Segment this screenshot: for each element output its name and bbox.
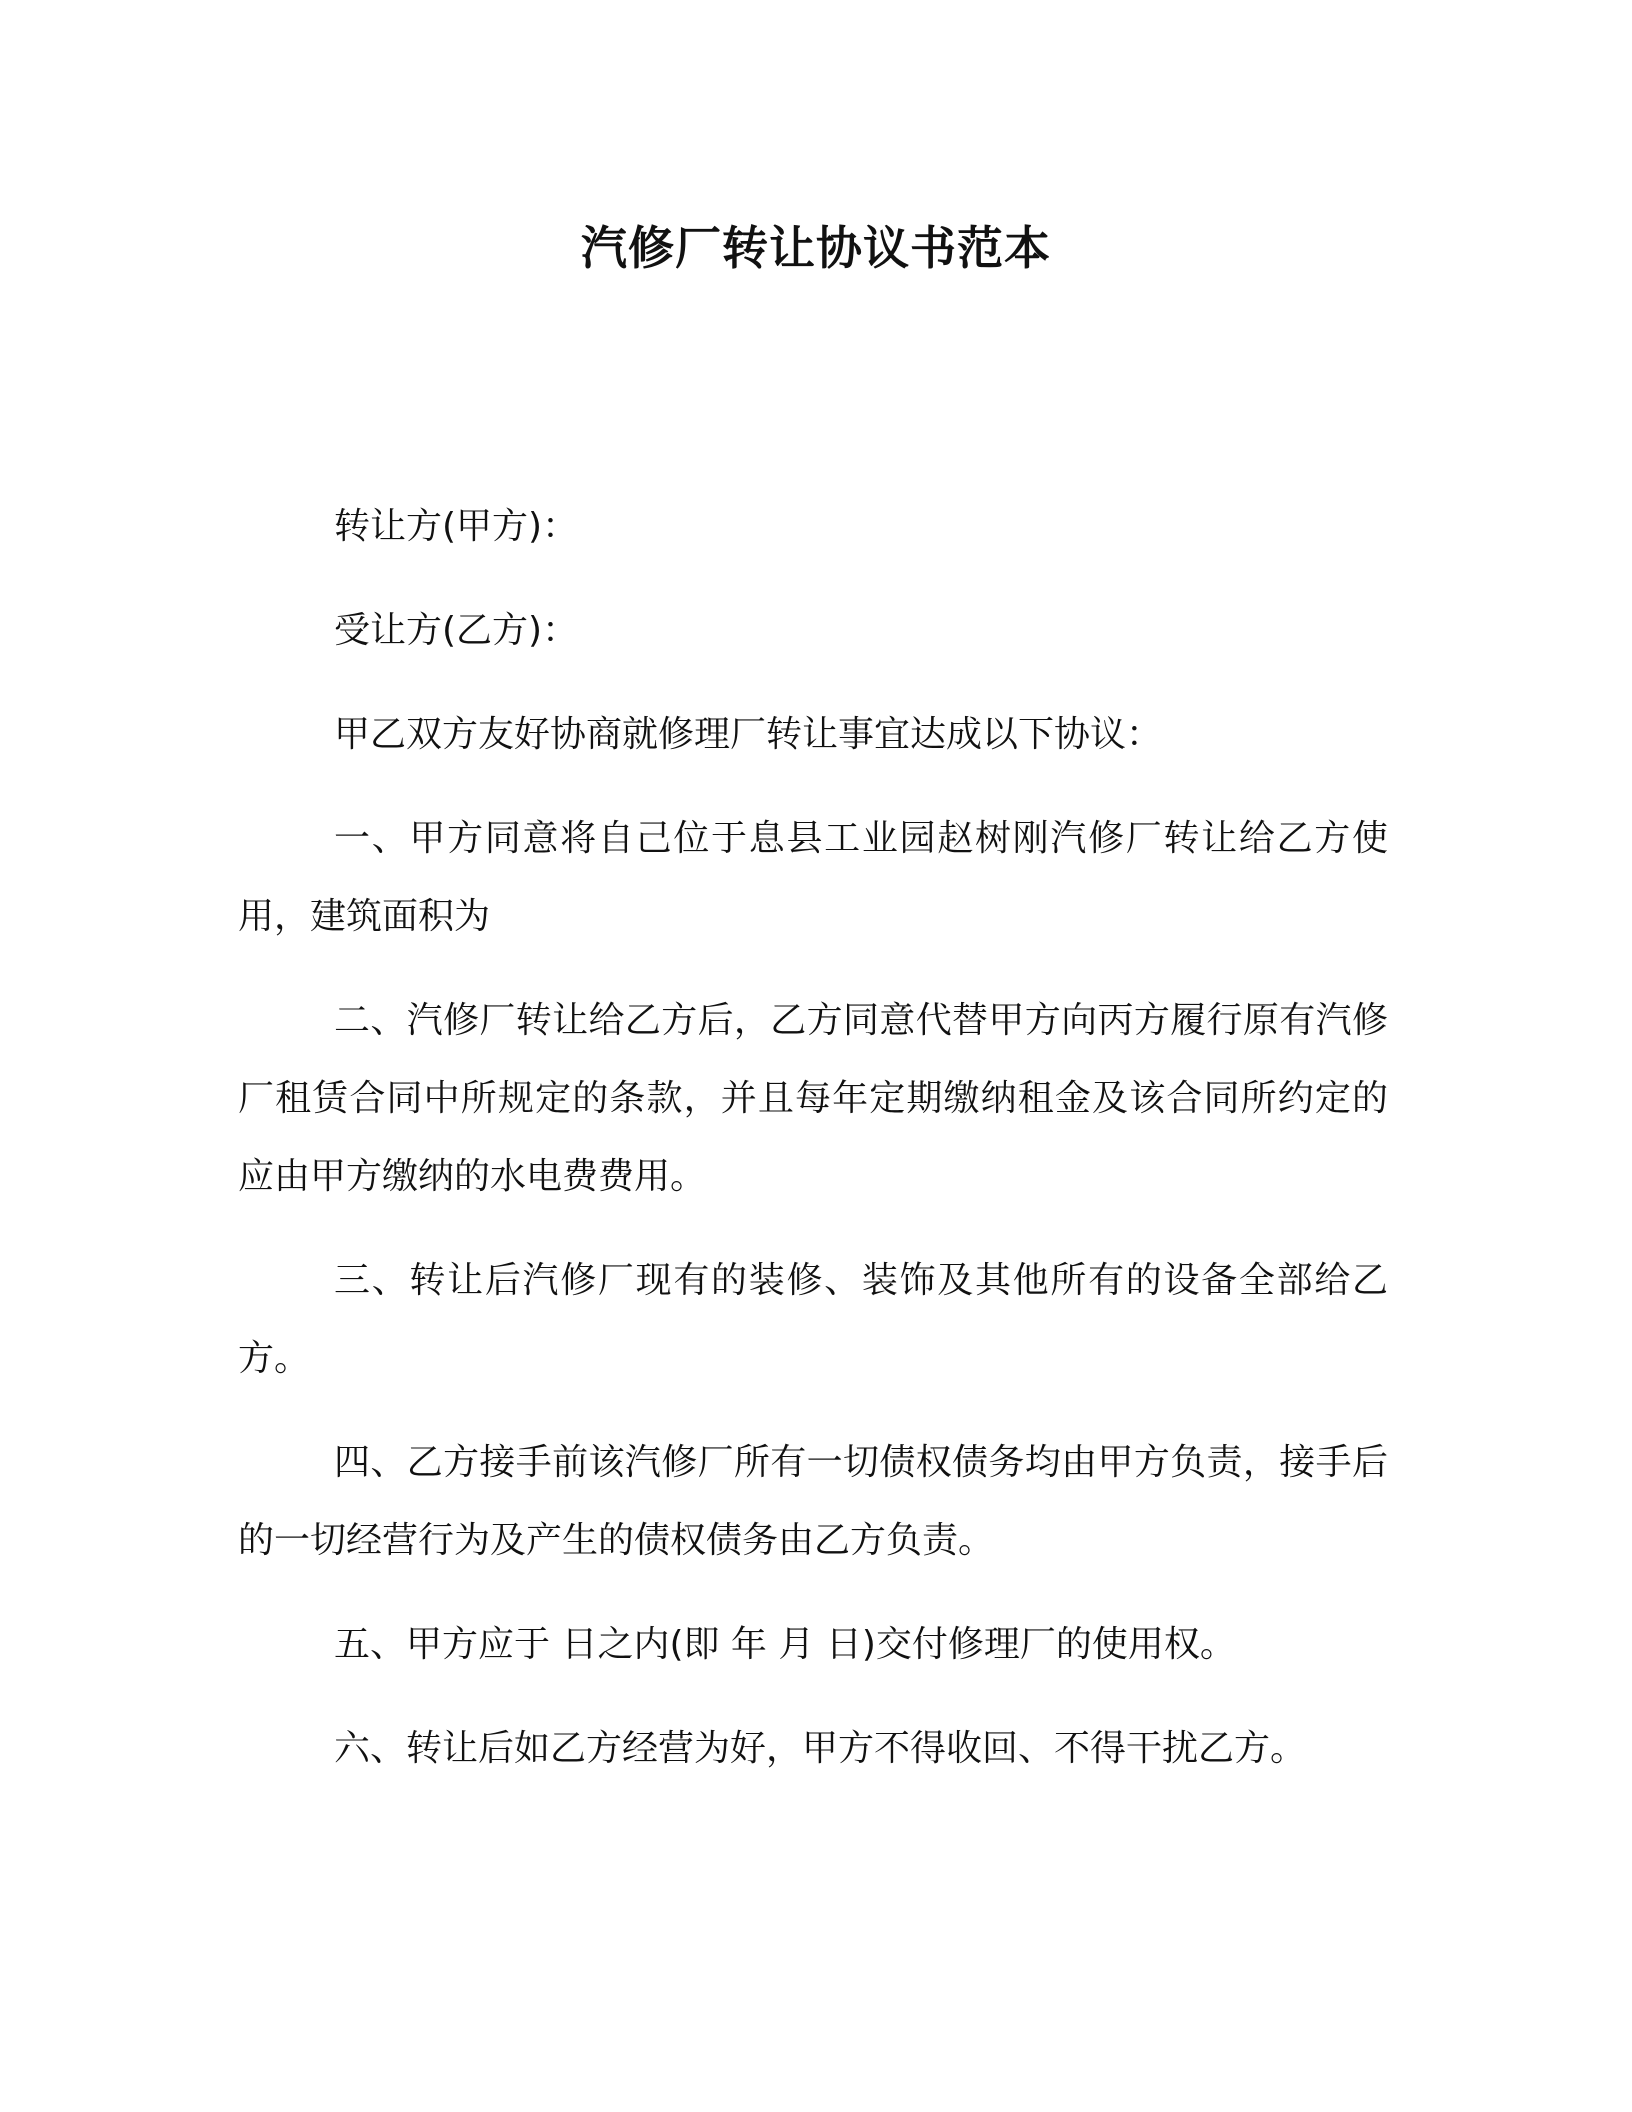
clause-4: 四、乙方接手前该汽修厂所有一切债权债务均由甲方负责，接手后的一切经营行为及产生的债权债务由乙方负责。 xyxy=(238,1442,1388,1561)
clause-2: 二、汽修厂转让给乙方后，乙方同意代替甲方向丙方履行原有汽修厂租赁合同中所规定的条款，并且每年定期缴纳租金及该合同所约定的应由甲方缴纳的水电费费用。 xyxy=(238,1000,1388,1197)
document-body xyxy=(238,488,1388,1814)
clause-3: 三、转让后汽修厂现有的装修、装饰及其他所有的设备全部给乙方。 xyxy=(238,1260,1388,1379)
intro-paragraph: 甲乙双方友好协商就修理厂转让事宜达成以下协议： xyxy=(334,714,1163,755)
party-b-line: 受让方(乙方)： xyxy=(334,610,579,651)
clause-1: 一、甲方同意将自己位于息县工业园赵树刚汽修厂转让给乙方使用，建筑面积为 xyxy=(238,818,1388,937)
clause-5: 五、甲方应于 日之内(即 年 月 日)交付修理厂的使用权。 xyxy=(334,1624,1236,1665)
clause-6: 六、转让后如乙方经营为好，甲方不得收回、不得干扰乙方。 xyxy=(334,1728,1307,1769)
party-a-line: 转让方(甲方)： xyxy=(334,506,579,547)
document-title: 汽修厂转让协议书范本 xyxy=(581,221,1051,275)
